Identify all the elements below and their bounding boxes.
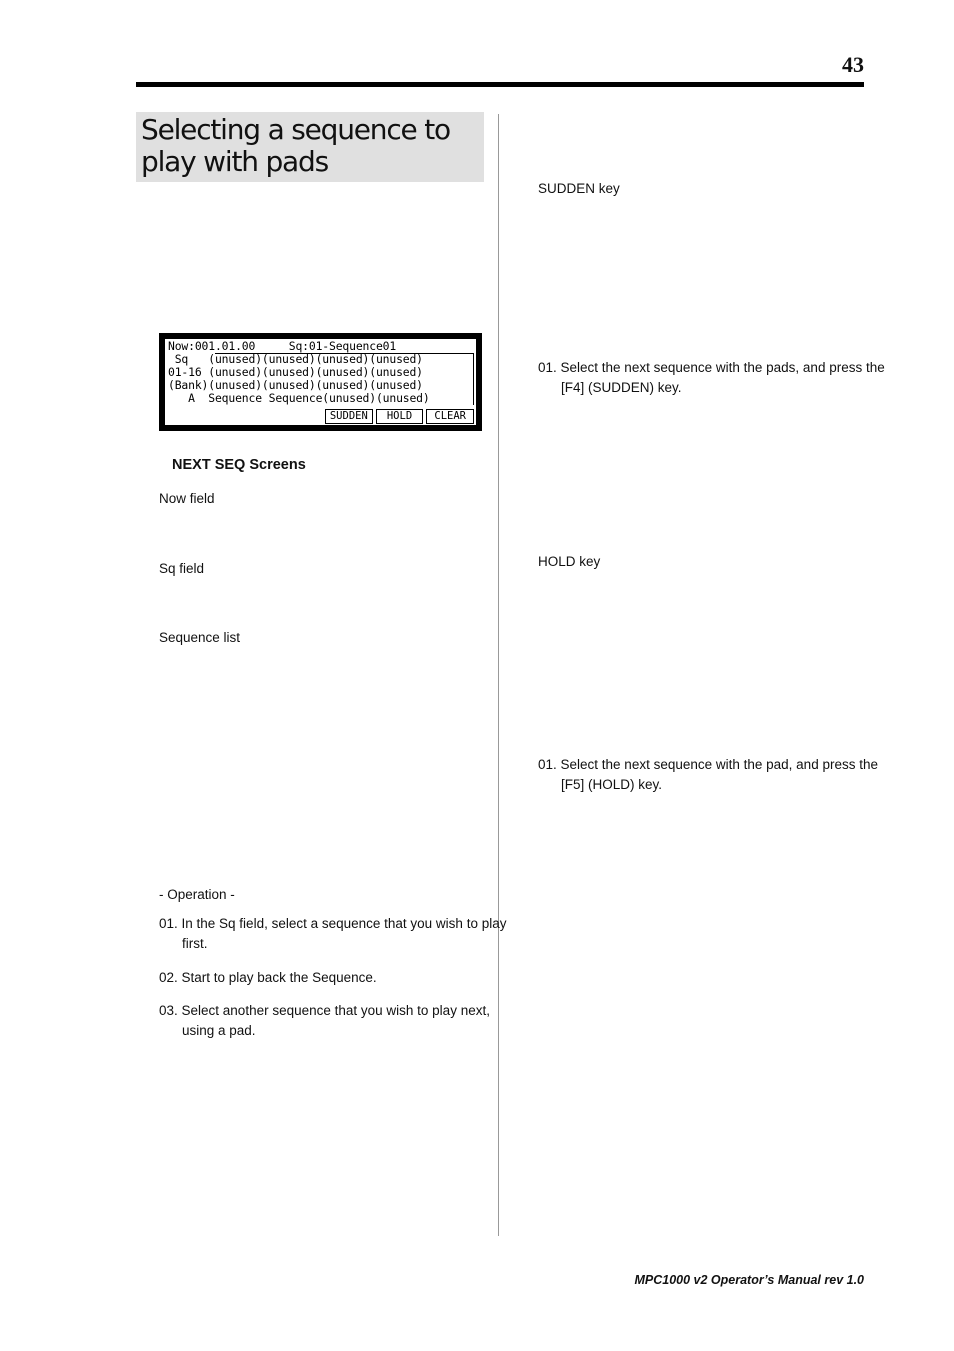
hold-step: 01. Select the next sequence with the pad, and press the [F5] (HOLD) key. [538,757,878,792]
page-number: 43 [842,52,864,77]
header-rule [136,82,864,87]
now-field-label: Now field [159,491,215,506]
sudden-key-label: SUDDEN key [538,181,620,196]
sudden-step: 01. Select the next sequence with the pads, and press the [F4] (SUDDEN) key. [538,360,885,395]
hold-key[interactable]: HOLD [376,409,424,424]
lcd-line: Now:001.01.00 Sq:01-Sequence01 [168,339,397,353]
operation-step: 02. Start to play back the Sequence. [159,970,377,985]
column-divider [498,114,499,1236]
lcd-line: (Bank)(unused)(unused)(unused)(unused) [168,378,423,392]
clear-key[interactable]: CLEAR [426,409,474,424]
footer-manual-title: MPC1000 v2 Operator’s Manual rev 1.0 [634,1273,864,1287]
lcd-function-keys [325,409,474,424]
section-title: Selecting a sequence to play with pads [141,113,450,178]
lcd-line: Sq (unused)(unused)(unused)(unused) [168,352,423,366]
lcd-line: 01-16 (unused)(unused)(unused)(unused) [168,365,423,379]
operation-step: 03. Select another sequence that you wish to play next, using a pad. [159,1003,490,1038]
lcd-display [165,339,476,425]
lcd-grid-border [473,353,474,405]
lcd-screen [159,333,482,431]
lcd-line: A Sequence Sequence(unused)(unused) [168,391,430,405]
operation-step: 01. In the Sq field, select a sequence that you wish to play first. [159,916,507,951]
operation-label: - Operation - [159,887,235,902]
hold-key-label: HOLD key [538,554,601,569]
screen-heading: NEXT SEQ Screens [172,457,306,473]
sudden-key[interactable]: SUDDEN [325,409,373,424]
sq-field-label: Sq field [159,561,205,576]
sequence-list-label: Sequence list [159,630,241,645]
